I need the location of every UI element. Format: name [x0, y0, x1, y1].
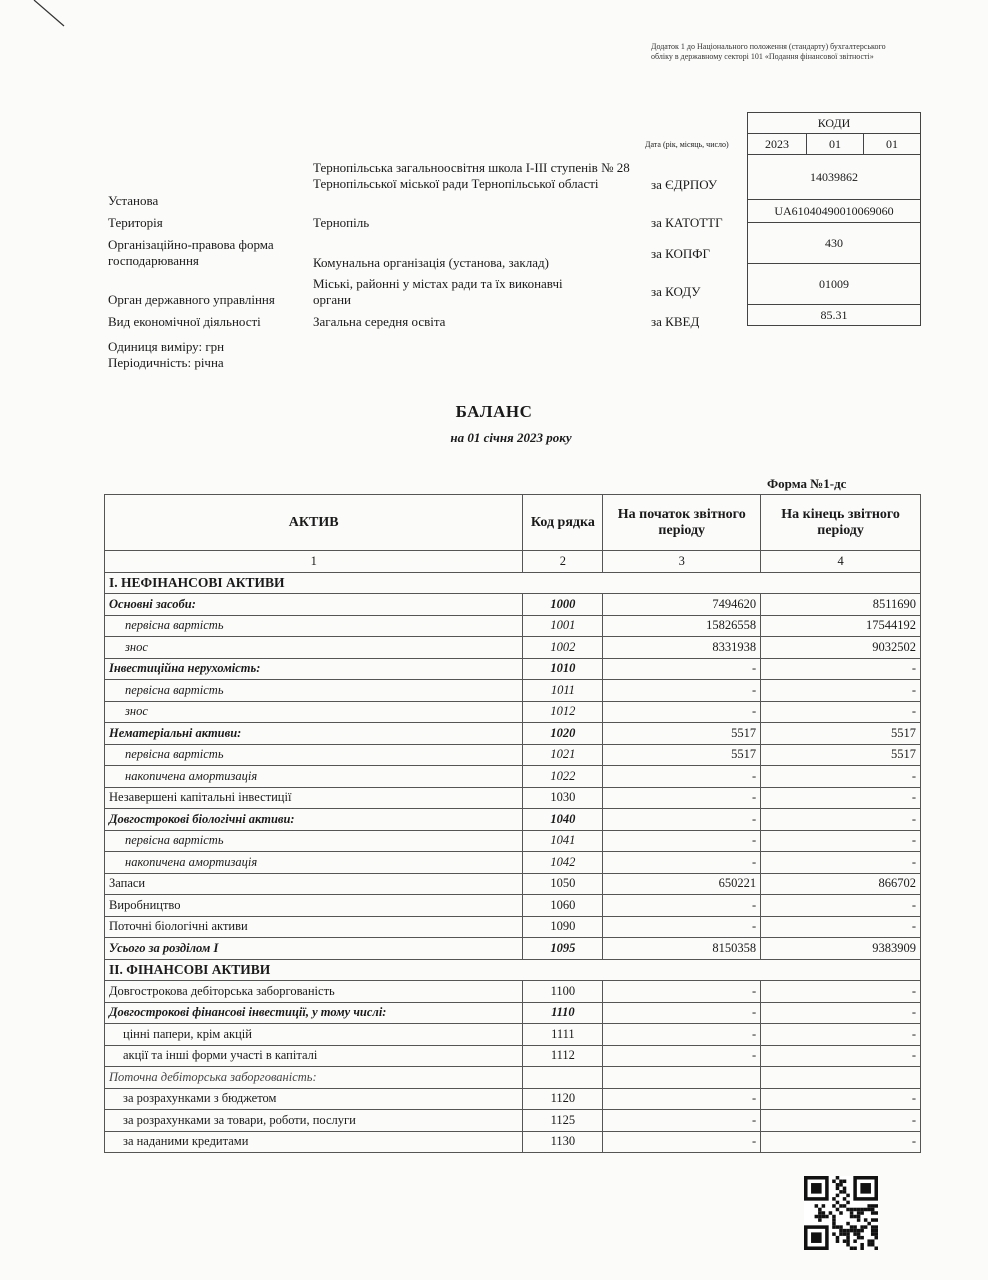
- table-row: [105, 895, 921, 917]
- authority-value: Міські, районні у містах ради та їх виконавчі органи: [313, 276, 563, 307]
- col-num: 1: [105, 551, 523, 573]
- table-row: [105, 1088, 921, 1110]
- row-code: 1060: [523, 895, 603, 917]
- row-end-value: -: [761, 916, 921, 938]
- row-code: 1100: [523, 981, 603, 1003]
- corner-mark: [30, 0, 70, 30]
- table-row: [105, 1024, 921, 1046]
- table-row: [105, 766, 921, 788]
- row-code: 1095: [523, 938, 603, 960]
- row-name: за розрахунками за товари, роботи, послуги: [105, 1110, 523, 1132]
- date-label: Дата (рік, місяць, число): [645, 140, 729, 149]
- table-row: [105, 701, 921, 723]
- row-code: 1021: [523, 744, 603, 766]
- edrpou-label: за ЄДРПОУ: [651, 177, 718, 192]
- row-start-value: 8331938: [603, 637, 761, 659]
- activity-value: Загальна середня освіта: [313, 314, 446, 329]
- row-start-value: 15826558: [603, 615, 761, 637]
- code-kved: 85.31: [748, 305, 921, 326]
- row-end-value: -: [761, 830, 921, 852]
- row-code: 1020: [523, 723, 603, 745]
- table-row: [105, 809, 921, 831]
- row-start-value: -: [603, 1131, 761, 1153]
- row-name: Виробництво: [105, 895, 523, 917]
- row-start-value: -: [603, 787, 761, 809]
- balance-table: [104, 494, 921, 1153]
- row-end-value: 5517: [761, 744, 921, 766]
- code-year: 2023: [748, 134, 807, 155]
- code-katottg: UA61040490010069060: [748, 200, 921, 223]
- row-end-value: -: [761, 1045, 921, 1067]
- row-code: 1125: [523, 1110, 603, 1132]
- section-row: [105, 572, 921, 594]
- row-code: 1022: [523, 766, 603, 788]
- row-end-value: -: [761, 1088, 921, 1110]
- period-line: Періодичність: річна: [108, 355, 224, 370]
- header-start: На початок звітного періоду: [603, 495, 761, 551]
- table-row: [105, 1002, 921, 1024]
- row-start-value: -: [603, 766, 761, 788]
- table-row: [105, 1110, 921, 1132]
- row-name: первісна вартість: [105, 680, 523, 702]
- row-code: 1010: [523, 658, 603, 680]
- table-row: [105, 744, 921, 766]
- kopfg-label: за КОПФГ: [651, 246, 711, 261]
- table-row: [105, 916, 921, 938]
- row-start-value: -: [603, 852, 761, 874]
- row-start-value: 5517: [603, 744, 761, 766]
- row-code: 1000: [523, 594, 603, 616]
- row-code: 1090: [523, 916, 603, 938]
- row-end-value: 8511690: [761, 594, 921, 616]
- row-name: Незавершені капітальні інвестиції: [105, 787, 523, 809]
- row-name: Довгострокові фінансові інвестиції, у тому числі:: [105, 1002, 523, 1024]
- row-start-value: -: [603, 1088, 761, 1110]
- row-code: 1042: [523, 852, 603, 874]
- row-end-value: -: [761, 787, 921, 809]
- row-start-value: 650221: [603, 873, 761, 895]
- table-row: [105, 981, 921, 1003]
- table-row: [105, 852, 921, 874]
- column-numbers-row: [105, 551, 921, 573]
- row-end-value: -: [761, 852, 921, 874]
- row-name: Довгострокова дебіторська заборгованість: [105, 981, 523, 1003]
- table-row: [105, 1067, 921, 1089]
- institution-label: Установа: [108, 193, 159, 208]
- row-code: [523, 1067, 603, 1089]
- codes-table: [747, 112, 921, 326]
- institution-value: Тернопільська загальноосвітня школа І-ІІІ ступенів № 28 Тернопільської міської ради Тернопільської області: [313, 160, 630, 191]
- table-row: [105, 1045, 921, 1067]
- row-code: 1041: [523, 830, 603, 852]
- row-end-value: -: [761, 680, 921, 702]
- document-title: БАЛАНС: [455, 402, 533, 421]
- katottg-label: за КАТОТТГ: [651, 215, 723, 230]
- table-row: [105, 594, 921, 616]
- row-end-value: -: [761, 658, 921, 680]
- code-edrpou: 14039862: [748, 155, 921, 200]
- row-code: 1130: [523, 1131, 603, 1153]
- row-code: 1111: [523, 1024, 603, 1046]
- codes-header: КОДИ: [748, 113, 921, 134]
- row-name: Запаси: [105, 873, 523, 895]
- col-num: 4: [761, 551, 921, 573]
- row-name: Поточна дебіторська заборгованість:: [105, 1067, 523, 1089]
- header-end: На кінець звітного періоду: [761, 495, 921, 551]
- code-kopfg: 430: [748, 223, 921, 264]
- row-start-value: 8150358: [603, 938, 761, 960]
- row-end-value: -: [761, 701, 921, 723]
- org-form-label: Організаційно-правова форма господарювання: [108, 237, 274, 268]
- row-start-value: -: [603, 916, 761, 938]
- row-end-value: -: [761, 1131, 921, 1153]
- row-name: за наданими кредитами: [105, 1131, 523, 1153]
- row-start-value: -: [603, 701, 761, 723]
- row-code: 1011: [523, 680, 603, 702]
- row-name: за розрахунками з бюджетом: [105, 1088, 523, 1110]
- col-num: 3: [603, 551, 761, 573]
- territory-label: Територія: [108, 215, 163, 230]
- row-end-value: 17544192: [761, 615, 921, 637]
- row-code: 1040: [523, 809, 603, 831]
- row-start-value: -: [603, 895, 761, 917]
- appendix-note: Додаток 1 до Національного положення (стандарту) бухгалтерського обліку в державному секторі 101 «Подання фінансової звітності»: [651, 42, 886, 61]
- kved-label: за КВЕД: [651, 314, 700, 329]
- table-row: [105, 637, 921, 659]
- row-name: акції та інші форми участі в капіталі: [105, 1045, 523, 1067]
- row-name: накопичена амортизація: [105, 852, 523, 874]
- row-end-value: -: [761, 809, 921, 831]
- row-name: Основні засоби:: [105, 594, 523, 616]
- row-end-value: 866702: [761, 873, 921, 895]
- qr-code: [804, 1174, 878, 1252]
- table-row: [105, 723, 921, 745]
- row-start-value: -: [603, 1045, 761, 1067]
- row-name: Усього за розділом І: [105, 938, 523, 960]
- row-end-value: -: [761, 1002, 921, 1024]
- row-end-value: -: [761, 1024, 921, 1046]
- document-subtitle: на 01 січня 2023 року: [450, 430, 572, 445]
- section-title: І. НЕФІНАНСОВІ АКТИВИ: [105, 572, 921, 594]
- row-end-value: [761, 1067, 921, 1089]
- row-code: 1112: [523, 1045, 603, 1067]
- row-code: 1030: [523, 787, 603, 809]
- row-end-value: -: [761, 895, 921, 917]
- row-name: первісна вартість: [105, 830, 523, 852]
- table-row: [105, 1131, 921, 1153]
- header-code: Код рядка: [523, 495, 603, 551]
- row-start-value: -: [603, 830, 761, 852]
- form-number: Форма №1-дс: [767, 476, 847, 491]
- row-start-value: -: [603, 1002, 761, 1024]
- row-start-value: -: [603, 1024, 761, 1046]
- row-start-value: -: [603, 658, 761, 680]
- table-row: [105, 680, 921, 702]
- row-start-value: -: [603, 981, 761, 1003]
- row-start-value: -: [603, 680, 761, 702]
- table-row: [105, 658, 921, 680]
- code-kodu: 01009: [748, 264, 921, 305]
- table-row: [105, 873, 921, 895]
- code-month: 01: [807, 134, 864, 155]
- row-end-value: -: [761, 981, 921, 1003]
- row-code: 1012: [523, 701, 603, 723]
- authority-label: Орган державного управління: [108, 292, 275, 307]
- row-name: Інвестиційна нерухомість:: [105, 658, 523, 680]
- row-end-value: 9032502: [761, 637, 921, 659]
- table-row: [105, 830, 921, 852]
- row-name: Нематеріальні активи:: [105, 723, 523, 745]
- section-row: [105, 959, 921, 981]
- activity-label: Вид економічної діяльності: [108, 314, 261, 329]
- row-end-value: -: [761, 1110, 921, 1132]
- table-row: [105, 938, 921, 960]
- row-name: первісна вартість: [105, 615, 523, 637]
- territory-value: Тернопіль: [313, 215, 370, 230]
- row-code: 1120: [523, 1088, 603, 1110]
- row-end-value: 9383909: [761, 938, 921, 960]
- row-end-value: -: [761, 766, 921, 788]
- row-name: накопичена амортизація: [105, 766, 523, 788]
- code-day: 01: [864, 134, 921, 155]
- section-title: ІІ. ФІНАНСОВІ АКТИВИ: [105, 959, 921, 981]
- row-name: Довгострокові біологічні активи:: [105, 809, 523, 831]
- table-row: [105, 787, 921, 809]
- row-code: 1110: [523, 1002, 603, 1024]
- col-num: 2: [523, 551, 603, 573]
- kodu-label: за КОДУ: [651, 284, 701, 299]
- row-start-value: [603, 1067, 761, 1089]
- unit-line: Одиниця виміру: грн: [108, 339, 225, 354]
- org-form-value: Комунальна організація (установа, заклад): [313, 255, 549, 270]
- row-name: цінні папери, крім акцій: [105, 1024, 523, 1046]
- row-end-value: 5517: [761, 723, 921, 745]
- row-name: Поточні біологічні активи: [105, 916, 523, 938]
- table-row: [105, 615, 921, 637]
- row-start-value: -: [603, 809, 761, 831]
- row-start-value: -: [603, 1110, 761, 1132]
- row-start-value: 7494620: [603, 594, 761, 616]
- row-code: 1002: [523, 637, 603, 659]
- row-name: первісна вартість: [105, 744, 523, 766]
- row-code: 1001: [523, 615, 603, 637]
- row-start-value: 5517: [603, 723, 761, 745]
- row-code: 1050: [523, 873, 603, 895]
- row-name: знос: [105, 701, 523, 723]
- row-name: знос: [105, 637, 523, 659]
- header-asset: АКТИВ: [105, 495, 523, 551]
